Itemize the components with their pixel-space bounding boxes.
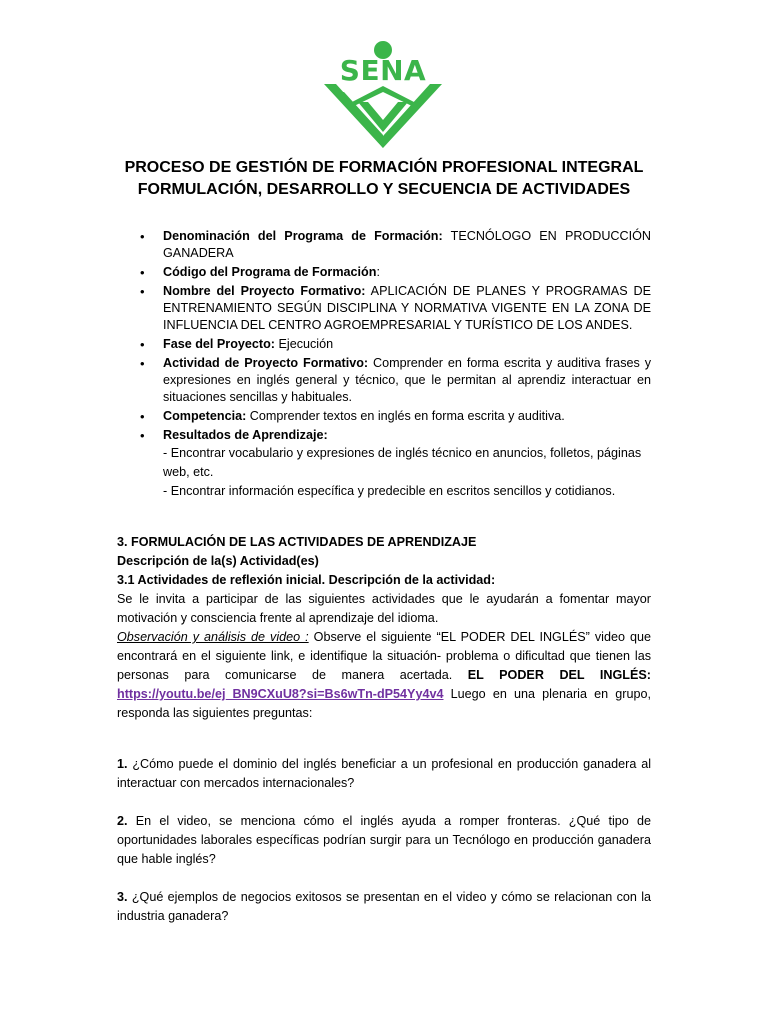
observation-text: Observe el siguiente “EL PODER DEL INGLÉS” video que encontrará en el siguiente link, e identifique la situación- problema o dificultad que tienen las personas para comunicarse de manera acertada. — [117, 630, 651, 682]
program-info-list — [140, 228, 651, 503]
learning-result-item: - Encontrar vocabulario y expresiones de inglés técnico en anuncios, folletos, páginas web, etc. — [163, 446, 642, 479]
info-label: Nombre del Proyecto Formativo: — [163, 284, 366, 298]
info-label: Actividad de Proyecto Formativo: — [163, 356, 369, 370]
intro-paragraph: Se le invita a participar de las siguientes actividades que le ayudarán a fomentar mayor motivación y consciencia frente al aprendizaje del idioma. — [117, 592, 651, 625]
bullet-icon: • — [140, 428, 145, 443]
info-label: Código del Programa de Formación — [163, 265, 377, 279]
info-item-learning-results — [140, 427, 651, 501]
info-item-program-code — [140, 264, 651, 281]
question-text: ¿Cómo puede el dominio del inglés beneficiar a un profesional en producción ganadera al interactuar con mercados internacionales? — [117, 757, 651, 790]
question-item — [117, 755, 651, 793]
bullet-icon: • — [140, 229, 145, 244]
info-item-project-name — [140, 283, 651, 334]
question-text: En el video, se menciona cómo el inglés ayuda a romper fronteras. ¿Qué tipo de oportunidades laborales específicas podrían surgir para un Tecnólogo en producción ganadera que hable inglés? — [117, 814, 651, 866]
info-label: Fase del Proyecto: — [163, 337, 275, 351]
bullet-icon: • — [140, 284, 145, 299]
after-link-text: Luego en una plenaria en grupo, responda las siguientes preguntas: — [117, 687, 651, 720]
sena-logo-text: SENA — [339, 54, 427, 87]
question-item — [117, 888, 651, 926]
bullet-icon: • — [140, 265, 145, 280]
info-item-project-activity — [140, 355, 651, 406]
info-item-program-name — [140, 228, 651, 262]
header-title-line1: PROCESO DE GESTIÓN DE FORMACIÓN PROFESIONAL INTEGRAL — [124, 159, 644, 176]
info-value: Ejecución — [275, 337, 334, 351]
info-item-competency — [140, 408, 651, 425]
observation-label: Observación y análisis de video : — [117, 630, 309, 644]
learning-result-item: - Encontrar información específica y predecible en escritos sencillos y cotidianos. — [163, 484, 616, 498]
question-item — [117, 812, 651, 869]
observation-paragraph — [117, 628, 651, 723]
question-text: ¿Qué ejemplos de negocios exitosos se presentan en el video y cómo se relacionan con la industria ganadera? — [117, 890, 651, 923]
info-value: APLICACIÓN DE PLANES Y PROGRAMAS DE ENTRENAMIENTO SEGÚN DISCIPLINA Y NORMATIVA VIGENTE EN LA ZONA DE INFLUENCIA DEL CENTRO AGROEMPRESARIAL Y TURÍSTICO DE LOS ANDES. — [163, 284, 651, 332]
info-label: Denominación del Programa de Formación: — [163, 229, 443, 243]
learning-results — [163, 444, 651, 501]
question-number: 1. — [117, 757, 128, 771]
video-link[interactable]: https://youtu.be/ej_BN9CXuU8?si=Bs6wTn-dP54Yy4v4 — [117, 687, 444, 701]
subsection-heading: 3.1 Actividades de reflexión inicial. Descripción de la actividad: — [117, 573, 496, 587]
info-value: Comprender textos en inglés en forma escrita y auditiva. — [246, 409, 565, 423]
section-heading: 3. FORMULACIÓN DE LAS ACTIVIDADES DE APRENDIZAJE — [117, 535, 477, 549]
activities-section — [117, 533, 651, 926]
info-value: : — [376, 265, 380, 279]
info-item-project-phase — [140, 336, 651, 353]
bullet-icon: • — [140, 337, 145, 352]
question-number: 3. — [117, 890, 128, 904]
question-number: 2. — [117, 814, 128, 828]
info-label: Resultados de Aprendizaje: — [163, 428, 328, 442]
sena-logo — [322, 40, 444, 150]
bullet-icon: • — [140, 409, 145, 424]
info-value: Comprender en forma escrita y auditiva frases y expresiones en inglés general y técnico, que le permitan al aprendiz interactuar en situaciones sencillas y habituales. — [163, 356, 652, 404]
section-subheading: Descripción de la(s) Actividad(es) — [117, 554, 319, 568]
info-label: Competencia: — [163, 409, 247, 423]
header-title-line2: FORMULACIÓN, DESARROLLO Y SECUENCIA DE ACTIVIDADES — [137, 181, 631, 198]
info-value: TECNÓLOGO EN PRODUCCIÓN GANADERA — [163, 229, 651, 260]
video-title: EL PODER DEL INGLÉS: — [467, 668, 651, 682]
bullet-icon: • — [140, 356, 145, 371]
